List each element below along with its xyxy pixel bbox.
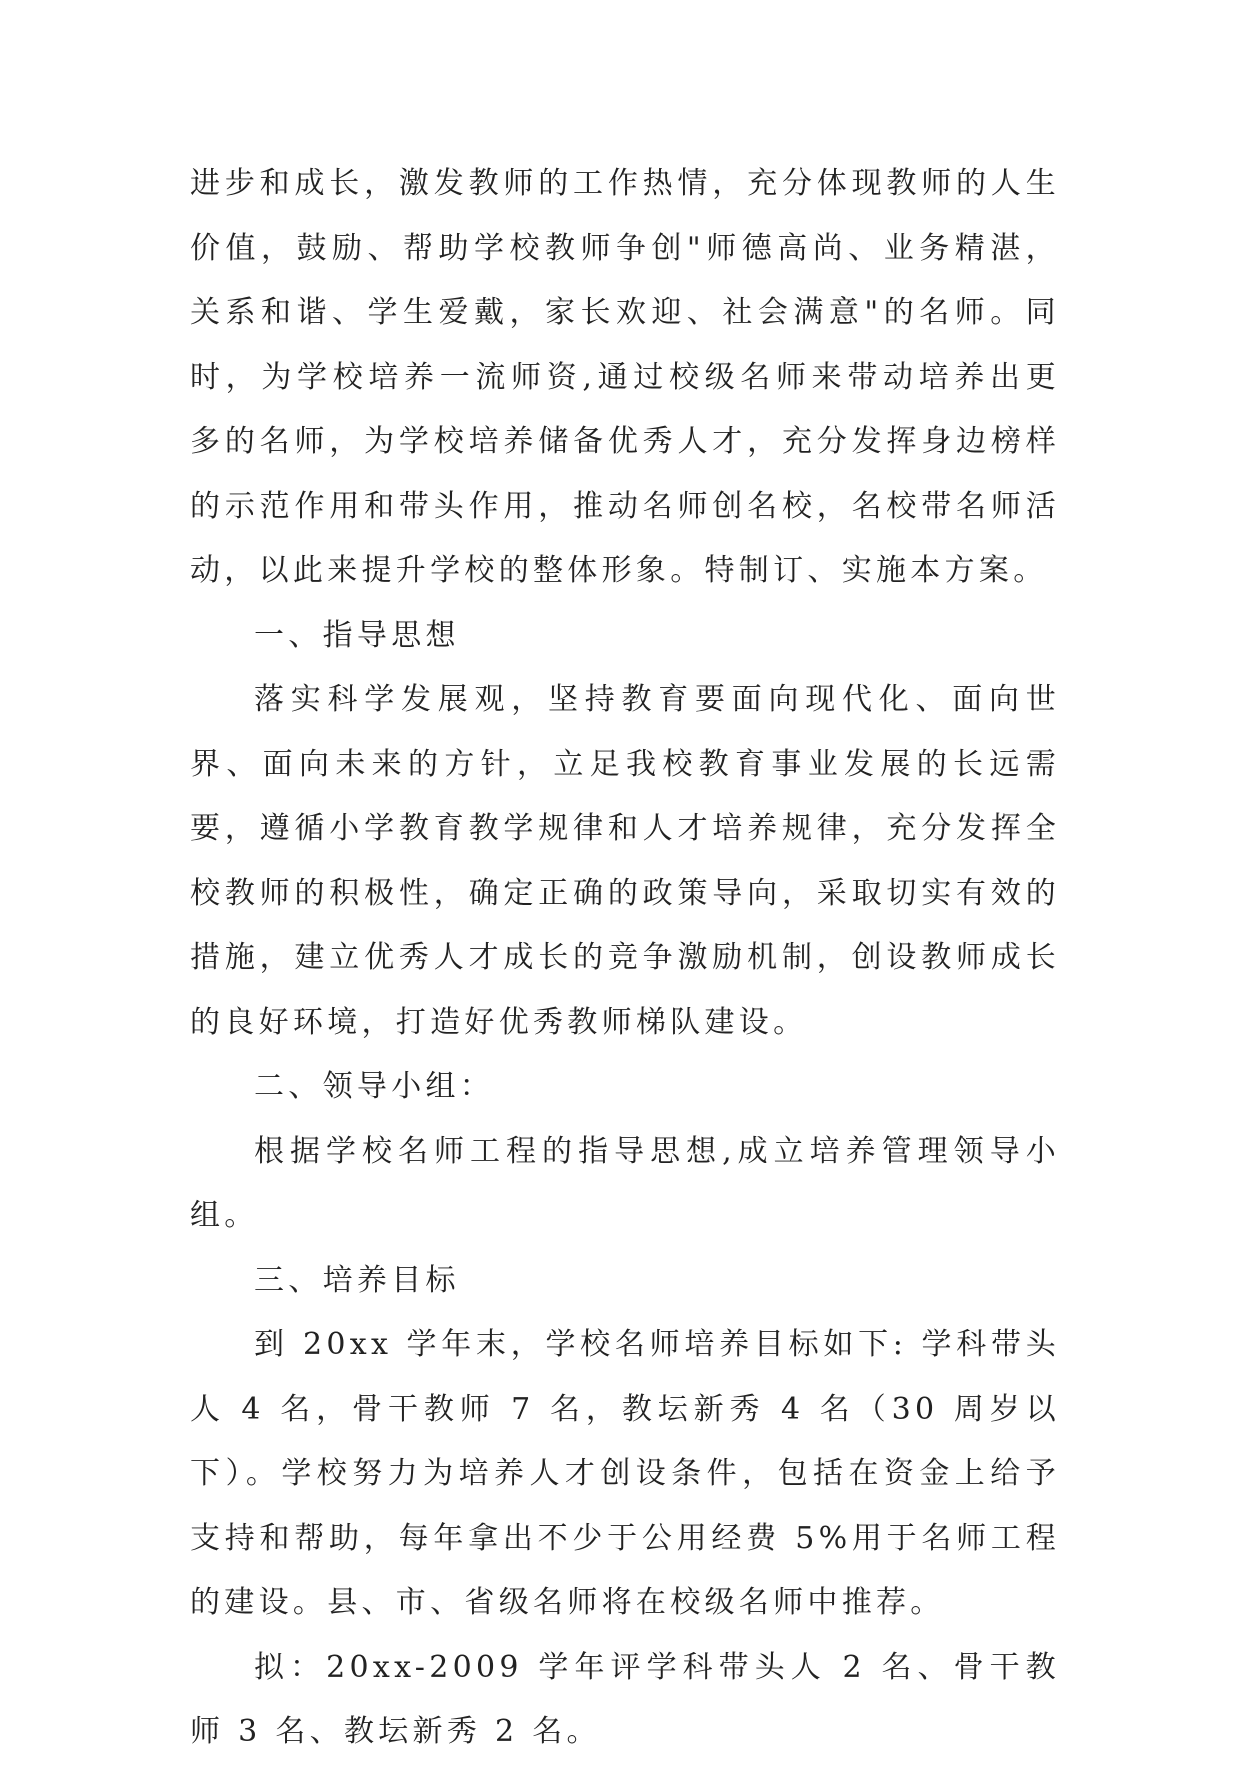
paragraph-training-goals: 到 20xx 学年末，学校名师培养目标如下: 学科带头人 4 名，骨干教师 7 名，教坛新秀 4 名（30 周岁以下）。学校努力为培养人才创设条件，包括在资金上给予支持和帮助，每年拿出不少于公用经费 5%用于名师工程的建设。县、市、省级名师将在校级名师中推荐。 <box>190 1327 1060 1620</box>
document-body <box>190 152 1060 1765</box>
paragraph-leadership-group: 根据学校名师工程的指导思想,成立培养管理领导小组。 <box>190 1133 1060 1233</box>
heading-leadership-group: 二、领导小组： <box>254 1069 495 1104</box>
paragraph-intro: 进步和成长，激发教师的工作热情，充分体现教师的人生价值，鼓励、帮助学校教师争创"师德高尚、业务精湛，关系和谐、学生爱戴，家长欢迎、社会满意"的名师。同时，为学校培养一流师资,通过校级名师来带动培养出更多的名师，为学校培养储备优秀人才，充分发挥身边榜样的示范作用和带头作用，推动名师创名校，名校带名师活动，以此来提升学校的整体形象。特制订、实施本方案。 <box>190 166 1060 588</box>
heading-guiding-thought: 一、指导思想 <box>254 617 460 653</box>
paragraph-guiding-thought: 落实科学发展观，坚持教育要面向现代化、面向世界、面向未来的方针，立足我校教育事业发展的长远需要，遵循小学教育教学规律和人才培养规律，充分发挥全校教师的积极性，确定正确的政策导向，采取切实有效的措施，建立优秀人才成长的竞争激励机制，创设教师成长的良好环境，打造好优秀教师梯队建设。 <box>190 682 1060 1040</box>
paragraph-proposal: 拟：20xx-2009 学年评学科带头人 2 名、骨干教师 3 名、教坛新秀 2 名。 <box>190 1649 1060 1749</box>
heading-training-goals: 三、培养目标 <box>254 1262 460 1298</box>
